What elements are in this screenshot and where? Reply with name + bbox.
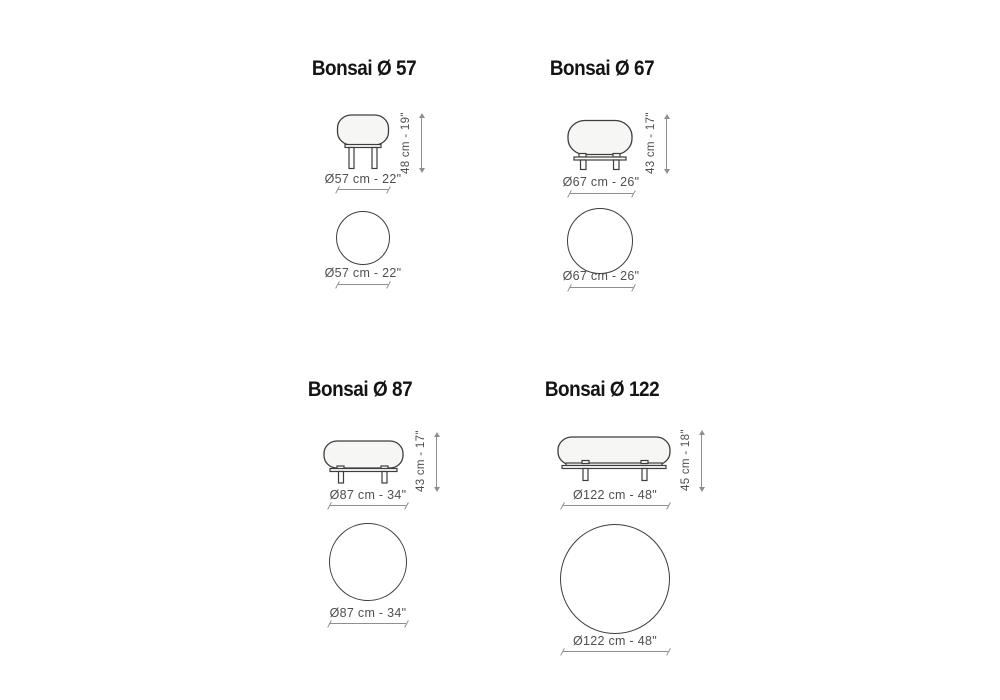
top-view-circle	[329, 523, 407, 601]
top-view-dimension-line	[563, 651, 668, 652]
pouf-front-view-icon	[330, 113, 400, 171]
front-elevation-drawing	[556, 435, 676, 488]
pouf-front-view-icon	[563, 119, 645, 171]
height-dimension-label: 43 cm - 17"	[415, 430, 427, 492]
top-view-circle	[336, 211, 390, 265]
product-title: Bonsai Ø 87	[307, 378, 413, 402]
height-dimension-label: 48 cm - 19"	[400, 112, 412, 174]
width-dimension-label: Ø87 cm - 34"	[329, 488, 407, 502]
front-elevation-drawing	[563, 119, 645, 176]
top-view-circle	[560, 524, 670, 634]
product-title: Bonsai Ø 122	[544, 378, 660, 402]
width-dimension-label: Ø67 cm - 26"	[562, 175, 640, 189]
height-dimension-line	[436, 437, 437, 487]
front-elevation-drawing	[322, 439, 414, 490]
pouf-front-view-icon	[556, 435, 676, 483]
pouf-front-view-icon	[322, 439, 414, 485]
height-dimension-line	[421, 118, 422, 168]
top-view-dimension-label: Ø67 cm - 26"	[562, 269, 640, 283]
width-dimension-line	[570, 193, 633, 194]
width-dimension-line	[330, 505, 406, 506]
product-title: Bonsai Ø 67	[549, 57, 655, 81]
width-dimension-line	[563, 505, 668, 506]
width-dimension-line	[338, 189, 388, 190]
height-dimension-label: 43 cm - 17"	[645, 112, 657, 174]
top-view-dimension-line	[338, 284, 388, 285]
height-dimension-line	[701, 435, 702, 487]
top-view-dimension-line	[330, 623, 406, 624]
top-view-dimension-label: Ø122 cm - 48"	[572, 634, 658, 648]
top-view-circle	[567, 208, 633, 274]
width-dimension-label: Ø122 cm - 48"	[572, 488, 658, 502]
top-view-dimension-label: Ø57 cm - 22"	[324, 266, 402, 280]
height-dimension-label: 45 cm - 18"	[680, 429, 692, 491]
front-elevation-drawing	[330, 113, 400, 176]
product-title: Bonsai Ø 57	[311, 57, 417, 81]
top-view-dimension-line	[570, 287, 633, 288]
height-dimension-line	[666, 119, 667, 169]
width-dimension-label: Ø57 cm - 22"	[324, 172, 402, 186]
top-view-dimension-label: Ø87 cm - 34"	[329, 606, 407, 620]
